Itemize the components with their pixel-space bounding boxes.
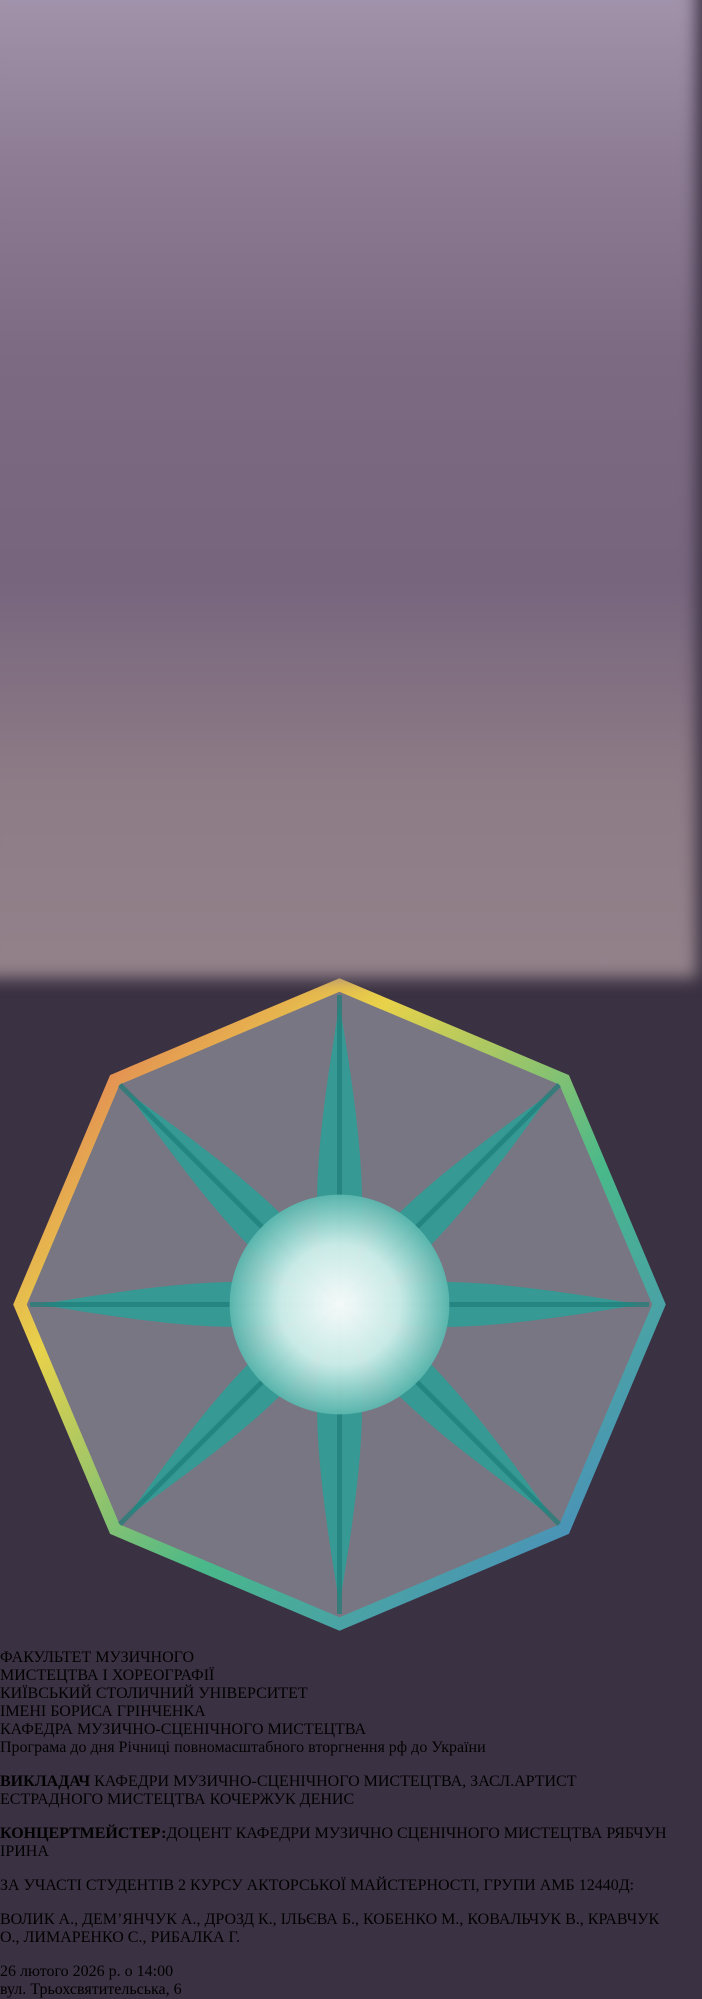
participants-block (0, 1877, 679, 1947)
department-line: КАФЕДРА МУЗИЧНО-СЦЕНІЧНОГО МИСТЕЦТВА (0, 1721, 367, 1738)
lecturer-text: КАФЕДРИ МУЗИЧНО-СЦЕНІЧНОГО МИСТЕЦТВА, ЗАСЛ.АРТИСТ ЕСТРАДНОГО МИСТЕЦТВА КОЧЕРЖУК ДЕНИС (0, 1773, 577, 1808)
faculty-logo-icon (0, 965, 679, 1644)
background-photo (0, 0, 697, 978)
university-name-line2: ІМЕНІ БОРИСА ГРІНЧЕНКА (0, 1703, 206, 1720)
title-line-2: до дня Річниці (70, 1739, 171, 1756)
concertmaster-label: КОНЦЕРТМЕЙСТЕР: (0, 1825, 167, 1842)
title-line-3: повномасштабного (174, 1739, 305, 1756)
participants-names: ВОЛИК А., ДЕМ’ЯНЧУК А., ДРОЗД К., ІЛЬЄВА Б., КОБЕНКО М., КОВАЛЬЧУК В., КРАВЧУК О., ЛИМАРЕНКО С., РИБАЛКА Г. (0, 1911, 660, 1946)
university-name-line1: КИЇВСЬКИЙ СТОЛИЧНИЙ УНІВЕРСИТЕТ (0, 1685, 308, 1702)
concertmaster-block (0, 1825, 679, 1861)
lecturer-block (0, 1773, 679, 1809)
title-line-5: України (431, 1739, 486, 1756)
participants-heading: ЗА УЧАСТІ СТУДЕНТІВ 2 КУРСУ АКТОРСЬКОЇ МАЙСТЕРНОСТІ, ГРУПИ АМБ 12440Д: (0, 1877, 635, 1894)
faculty-name-line2: МИСТЕЦТВА І ХОРЕОГРАФІЇ (0, 1667, 215, 1684)
poster-title (0, 1739, 679, 1757)
faculty-name-line1: ФАКУЛЬТЕТ МУЗИЧНОГО (0, 1649, 195, 1666)
title-line-4: вторгнення рф до (308, 1739, 428, 1756)
title-line-1: Програма (0, 1739, 67, 1756)
lecturer-label: ВИКЛАДАЧ (0, 1773, 91, 1790)
event-address: вул. Трьохсвятительська, 6 (0, 1981, 182, 1998)
header-block (0, 1649, 679, 1721)
event-datetime: 26 лютого 2026 р. о 14:00 (0, 1963, 174, 1980)
concertmaster-text: ДОЦЕНТ КАФЕДРИ МУЗИЧНО СЦЕНІЧНОГО МИСТЕЦТВА РЯБЧУН ІРИНА (0, 1825, 667, 1860)
